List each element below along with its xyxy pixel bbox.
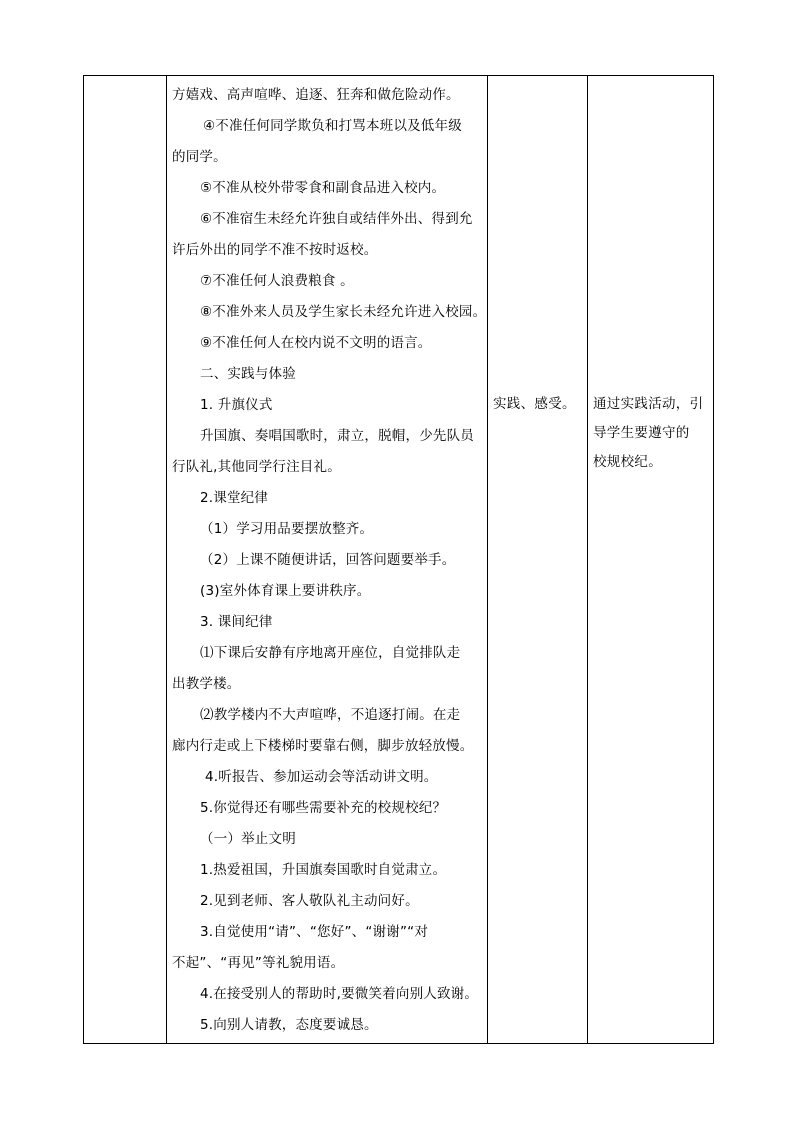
text-line: ⑤不准从校外带零食和副食品进入校内。 bbox=[200, 180, 446, 196]
text-line: 方嬉戏、高声喧哗、追逐、狂奔和做危险动作。 bbox=[172, 87, 460, 103]
purpose-line: 通过实践活动，引 bbox=[593, 396, 704, 412]
purpose-cell bbox=[588, 76, 714, 1044]
text-line: 4.听报告、参加运动会等活动讲文明。 bbox=[205, 769, 438, 785]
empty-cell bbox=[84, 76, 167, 1044]
content-lines bbox=[167, 76, 487, 1041]
text-line: ⑧不准外来人员及学生家长未经允许进入校园。 bbox=[200, 304, 487, 320]
purpose-line: 校规校纪。 bbox=[593, 454, 662, 470]
text-line: 廊内行走或上下楼梯时要靠右侧，脚步放轻放慢。 bbox=[172, 738, 474, 754]
text-line: 2.课堂纪律 bbox=[200, 490, 269, 506]
lesson-plan-table bbox=[83, 75, 714, 1044]
text-line: 行队礼,其他同学行注目礼。 bbox=[172, 459, 341, 475]
text-line: ⑥不准宿生未经允许独自或结伴外出、得到允 bbox=[200, 211, 473, 227]
text-line: 出教学楼。 bbox=[172, 676, 241, 692]
text-line: (3)室外体育课上要讲秩序。 bbox=[200, 583, 371, 599]
purpose-line: 导学生要遵守的 bbox=[593, 425, 690, 441]
text-line: 5.向别人请教，态度要诚恳。 bbox=[200, 1017, 378, 1033]
text-line: 许后外出的同学不准不按时返校。 bbox=[172, 242, 378, 258]
method-text bbox=[488, 76, 587, 419]
table-row bbox=[84, 76, 714, 1044]
content-cell bbox=[167, 76, 488, 1044]
purpose-text bbox=[588, 76, 713, 477]
text-line: ⑨不准任何人在校内说不文明的语言。 bbox=[200, 335, 432, 351]
text-line: 升国旗、奏唱国歌时，肃立，脱帽，少先队员 bbox=[200, 428, 474, 444]
text-line: ⑦不准任何人浪费粮食 。 bbox=[200, 273, 354, 289]
text-line: 3. 课间纪律 bbox=[200, 614, 273, 630]
text-line: （一）举止文明 bbox=[200, 831, 296, 847]
text-line: ④不准任何同学欺负和打骂本班以及低年级 bbox=[203, 118, 462, 134]
text-line: 3.自觉使用“请”、“您好”、“谢谢”“对 bbox=[200, 924, 429, 940]
text-line: ⑵教学楼内不大声喧哗，不追逐打闹。在走 bbox=[200, 707, 461, 723]
method-cell bbox=[488, 76, 588, 1044]
text-line: 1. 升旗仪式 bbox=[200, 397, 273, 413]
text-line: 1.热爱祖国，升国旗奏国歌时自觉肃立。 bbox=[200, 862, 447, 878]
text-line: 不起”、“再见”等礼貌用语。 bbox=[172, 955, 345, 971]
text-line: 2.见到老师、客人敬队礼主动问好。 bbox=[200, 893, 419, 909]
text-line: 5.你觉得还有哪些需要补充的校规校纪？ bbox=[200, 800, 447, 816]
text-line: ⑴下课后安静有序地离开座位，自觉排队走 bbox=[200, 645, 461, 661]
text-line: （2）上课不随便讲话，回答问题要举手。 bbox=[200, 552, 456, 568]
text-line: 的同学。 bbox=[172, 149, 227, 165]
text-line: （1）学习用品要摆放整齐。 bbox=[200, 521, 374, 537]
text-line: 4.在接受别人的帮助时,要微笑着向别人致谢。 bbox=[200, 986, 479, 1002]
section-heading: 二、实践与体验 bbox=[200, 366, 296, 382]
method-line: 实践、感受。 bbox=[493, 396, 576, 412]
